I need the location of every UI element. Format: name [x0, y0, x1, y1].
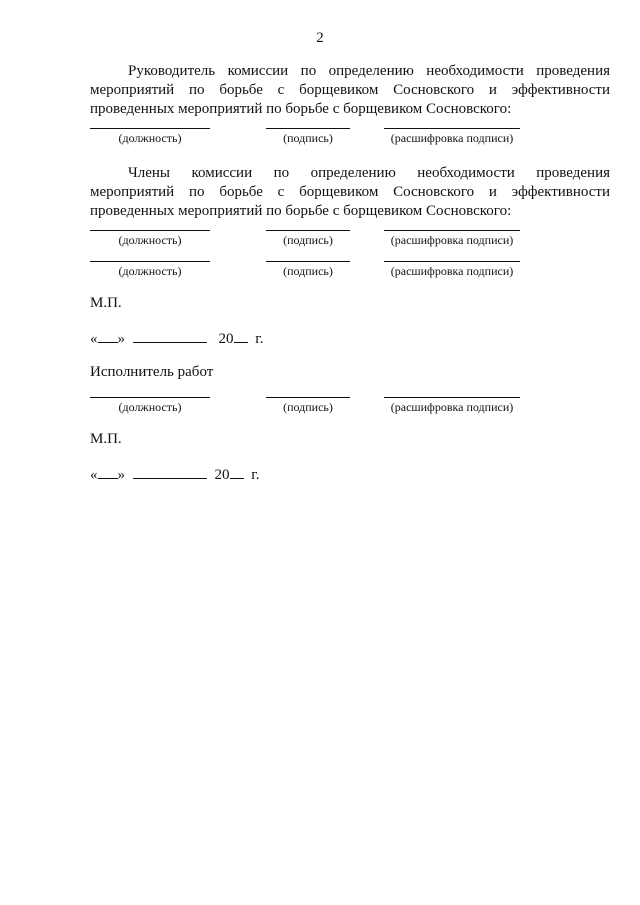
member-signature-row: [90, 230, 530, 250]
position-line: [90, 128, 210, 129]
day-blank[interactable]: [98, 466, 118, 479]
seal-place: М.П.: [90, 295, 122, 311]
members-paragraph: [90, 164, 610, 221]
decoding-field[interactable]: [384, 261, 520, 279]
year-suffix: г.: [255, 331, 264, 347]
year-blank[interactable]: [234, 330, 248, 343]
year-prefix: 20: [214, 467, 230, 483]
year-prefix: 20: [218, 331, 234, 347]
chairman-signature-row: [90, 128, 530, 148]
chairman-line-2: мероприятий по борьбе с борщевиком Сосновского и эффективности: [90, 82, 610, 98]
seal-place: М.П.: [90, 431, 122, 447]
signature-field[interactable]: [266, 397, 350, 415]
chairman-line-3: проведенных мероприятий по борьбе с борщевиком Сосновского:: [90, 101, 512, 117]
position-label: (должность): [118, 264, 182, 278]
decoding-label: (расшифровка подписи): [390, 131, 514, 145]
decoding-field[interactable]: [384, 128, 520, 146]
signature-field[interactable]: [266, 230, 350, 248]
members-line-3: проведенных мероприятий по борьбе с борщевиком Сосновского:: [90, 203, 512, 219]
contractor-signature-row: [90, 397, 530, 417]
decoding-line: [384, 261, 520, 262]
signature-line: [266, 230, 350, 231]
date-close-quote: »: [117, 331, 125, 347]
signature-label: (подпись): [283, 264, 333, 278]
decoding-line: [384, 397, 520, 398]
position-label: (должность): [118, 400, 182, 414]
position-line: [90, 230, 210, 231]
signature-label: (подпись): [283, 400, 333, 414]
decoding-field[interactable]: [384, 230, 520, 248]
position-field[interactable]: [90, 397, 210, 415]
date-open-quote: «: [90, 331, 98, 347]
position-field[interactable]: [90, 261, 210, 279]
chairman-paragraph: [90, 62, 610, 119]
signature-field[interactable]: [266, 261, 350, 279]
position-line: [90, 397, 210, 398]
decoding-label: (расшифровка подписи): [390, 400, 514, 414]
page-number: 2: [316, 30, 324, 46]
position-field[interactable]: [90, 230, 210, 248]
date-line: [90, 466, 259, 484]
position-field[interactable]: [90, 128, 210, 146]
year-suffix: г.: [251, 467, 260, 483]
members-line-1: Члены комиссии по определению необходимости проведения: [128, 165, 610, 181]
date-close-quote: »: [117, 467, 125, 483]
decoding-field[interactable]: [384, 397, 520, 415]
date-open-quote: «: [90, 467, 98, 483]
signature-field[interactable]: [266, 128, 350, 146]
day-blank[interactable]: [98, 330, 118, 343]
decoding-label: (расшифровка подписи): [390, 264, 514, 278]
position-line: [90, 261, 210, 262]
signature-line: [266, 128, 350, 129]
decoding-line: [384, 128, 520, 129]
year-blank[interactable]: [230, 466, 244, 479]
month-blank[interactable]: [133, 466, 207, 479]
position-label: (должность): [118, 131, 182, 145]
member-signature-row: [90, 261, 530, 281]
decoding-label: (расшифровка подписи): [390, 233, 514, 247]
decoding-line: [384, 230, 520, 231]
contractor-title: Исполнитель работ: [90, 364, 214, 380]
members-line-2: мероприятий по борьбе с борщевиком Сосновского и эффективности: [90, 184, 610, 200]
signature-label: (подпись): [283, 233, 333, 247]
signature-label: (подпись): [283, 131, 333, 145]
signature-line: [266, 397, 350, 398]
month-blank[interactable]: [133, 330, 207, 343]
date-line: [90, 330, 263, 348]
signature-line: [266, 261, 350, 262]
position-label: (должность): [118, 233, 182, 247]
chairman-line-1: Руководитель комиссии по определению необходимости проведения: [128, 63, 610, 79]
